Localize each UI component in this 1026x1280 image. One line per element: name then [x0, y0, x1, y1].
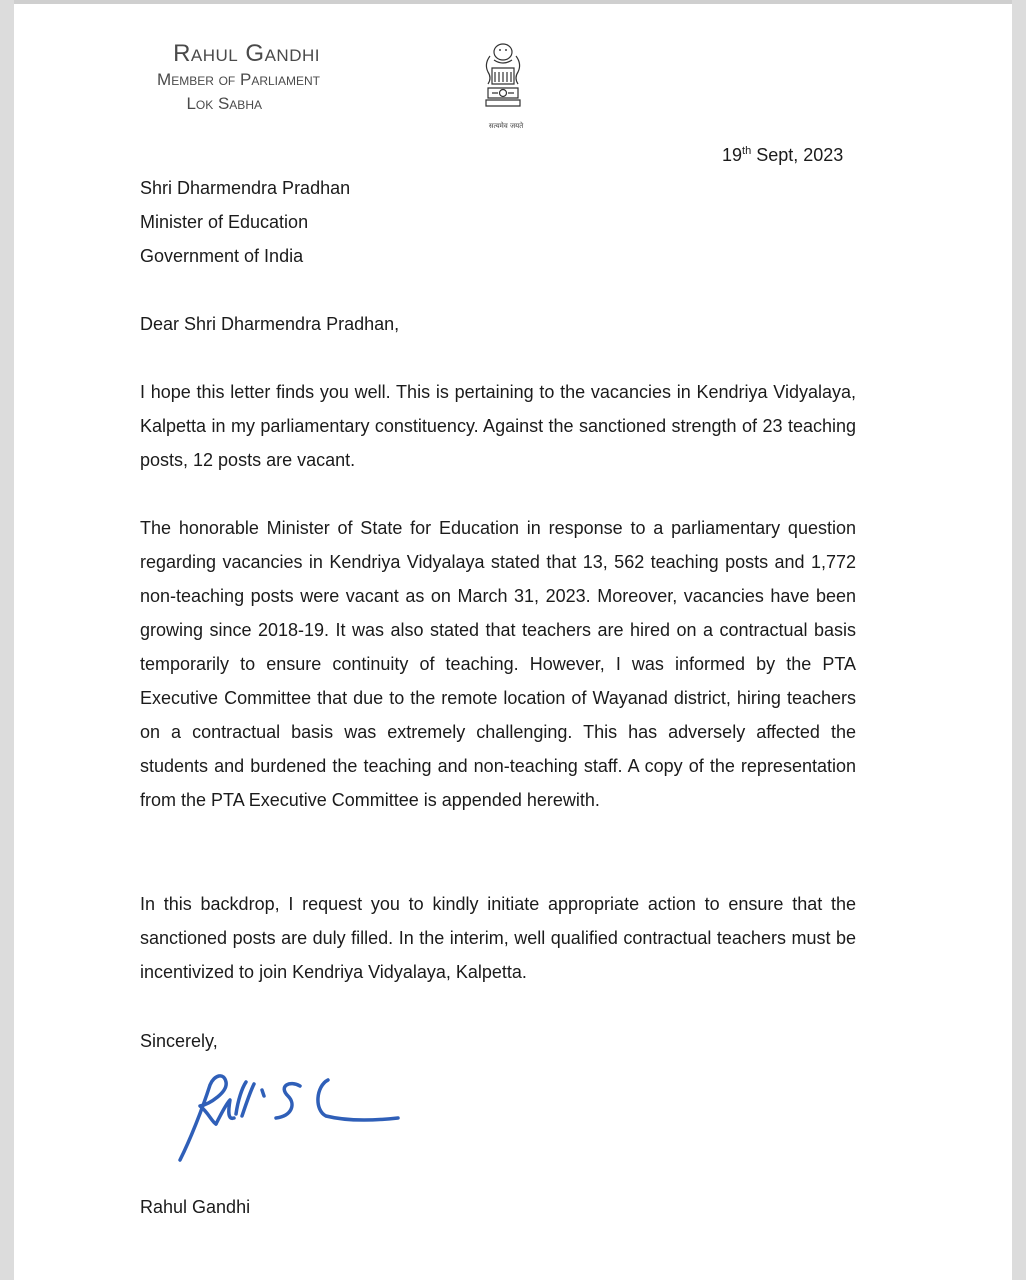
letterhead-name: Rahul Gandhi [173, 40, 320, 67]
paragraph-1: I hope this letter finds you well. This is pertaining to the vacancies in Kendriya Vidyalaya, Kalpetta in my parliamentary constituency. Against the sanctioned strength of 23 teaching posts, 12 posts are vacant. [140, 382, 856, 470]
letterhead-house: Lok Sabha [186, 94, 262, 113]
date-rest: Sept, 2023 [751, 145, 844, 165]
paragraph-2: The honorable Minister of State for Education in response to a parliamentary question regarding vacancies in Kendriya Vidyalaya stated that 13, 562 teaching posts and 1,772 non-teaching posts were vacant as on March 31, 2023. Moreover, vacancies have been growing since 2018-19. It was also stated that teachers are hired on a contractual basis temporarily to ensure continuity of teaching. However, I was informed by the PTA Executive Committee that due to the remote location of Wayanad district, hiring teachers on a contractual basis was extremely challenging. This has adversely affected the students and burdened the teaching and non-teaching staff. A copy of the representation from the PTA Executive Committee is appended herewith. [140, 518, 856, 810]
national-emblem-icon [468, 34, 538, 134]
scan-border-left [0, 0, 14, 1280]
date-day: 19 [722, 145, 743, 165]
addressee-name: Shri Dharmendra Pradhan [140, 178, 351, 198]
emblem-motto: सत्यमेव जयते [488, 122, 524, 130]
signatory-name: Rahul Gandhi [140, 1197, 251, 1217]
letterhead-title: Member of Parliament [157, 70, 320, 89]
closing: Sincerely, [140, 1031, 218, 1051]
addressee-organization: Government of India [140, 246, 304, 266]
addressee-position: Minister of Education [140, 212, 309, 232]
addressee-block [140, 171, 856, 273]
scan-border-right [1012, 0, 1026, 1280]
date-suffix: th [742, 145, 752, 157]
paragraph-3: In this backdrop, I request you to kindly initiate appropriate action to ensure that the sanctioned posts are duly filled. In the interim, well qualified contractual teachers must be incentivized to join Kendriya Vidyalaya, Kalpetta. [140, 894, 856, 982]
letter-date [722, 145, 843, 166]
handwritten-signature [150, 1060, 410, 1180]
salutation: Dear Shri Dharmendra Pradhan, [140, 314, 400, 334]
letterhead [90, 40, 320, 116]
